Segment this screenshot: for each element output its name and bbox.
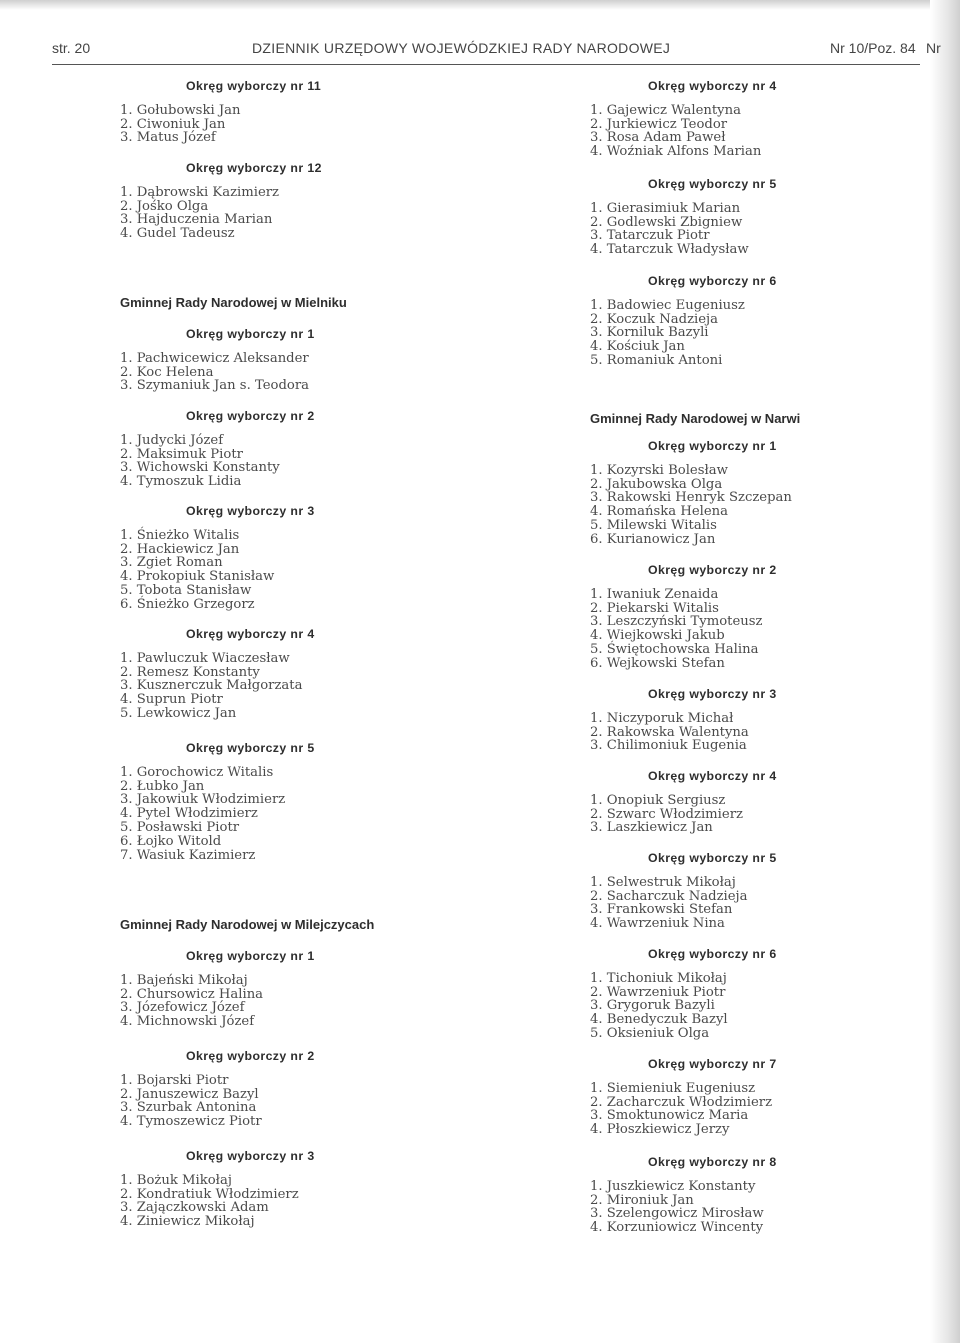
candidate-item: 1. Gołubowski Jan — [120, 102, 241, 118]
district-heading: Okręg wyborczy nr 11 — [186, 79, 322, 93]
candidate-item: 1. Iwaniuk Zenaida — [590, 586, 719, 602]
candidate-item: 3. Jakowiuk Włodzimierz — [120, 792, 286, 808]
district-block — [590, 275, 777, 368]
district-heading: Okręg wyborczy nr 1 — [186, 327, 315, 341]
candidate-item: 4. Woźniak Alfons Marian — [590, 144, 762, 160]
candidate-item: 2. Sacharczuk Nadzieja — [590, 888, 748, 904]
candidate-item: 2. Wawrzeniuk Piotr — [590, 984, 726, 1000]
district-block — [590, 1156, 777, 1235]
candidate-item: 2. Kondratiuk Włodzimierz — [120, 1186, 299, 1202]
council-heading-block — [590, 412, 800, 436]
candidate-item: 4. Pytel Włodzimierz — [120, 806, 258, 822]
scan-edge-top — [0, 0, 960, 10]
council-heading-block — [120, 918, 374, 942]
district-block — [590, 852, 777, 931]
candidate-item: 3. Rakowski Henryk Szczepan — [590, 490, 792, 506]
candidate-item: 3. Grygoruk Bazyli — [590, 998, 715, 1014]
district-block — [120, 950, 315, 1029]
candidate-item: 4. Ziniewicz Mikołaj — [120, 1214, 255, 1230]
scan-edge-right — [930, 0, 960, 1343]
candidate-item: 6. Wejkowski Stefan — [590, 655, 725, 671]
district-block — [590, 688, 777, 753]
district-heading: Okręg wyborczy nr 1 — [186, 949, 315, 963]
district-heading: Okręg wyborczy nr 4 — [648, 769, 777, 783]
candidate-item: 1. Pachwicewicz Aleksander — [120, 350, 309, 366]
candidate-item: 3. Wichowski Konstanty — [120, 460, 280, 476]
district-heading: Okręg wyborczy nr 6 — [648, 947, 777, 961]
candidate-item: 1. Gorochowicz Witalis — [120, 764, 274, 780]
candidate-item: 4. Prokopiuk Stanisław — [120, 569, 275, 585]
candidate-item: 2. Szwarc Włodzimierz — [590, 806, 743, 822]
candidate-item: 2. Łubko Jan — [120, 778, 205, 794]
district-block — [120, 1150, 315, 1229]
candidate-item: 2. Chursowicz Halina — [120, 986, 264, 1002]
candidate-item: 4. Tymoszuk Lidia — [120, 474, 242, 490]
candidate-item: 3. Rosa Adam Paweł — [590, 130, 726, 146]
candidate-item: 3. Hajduczenia Marian — [120, 212, 273, 228]
candidate-item: 3. Zajączkowski Adam — [120, 1200, 269, 1216]
district-heading: Okręg wyborczy nr 5 — [648, 851, 777, 865]
candidate-item: 4. Wiejkowski Jakub — [590, 628, 725, 644]
candidate-item: 3. Frankowski Stefan — [590, 902, 733, 918]
candidate-item: 2. Jakubowska Olga — [590, 476, 723, 492]
district-heading: Okręg wyborczy nr 2 — [648, 563, 777, 577]
candidate-item: 1. Dąbrowski Kazimierz — [120, 184, 280, 200]
council-heading: Gminnej Rady Narodowej w Mielniku — [120, 295, 347, 310]
district-block — [590, 178, 777, 257]
candidate-item: 4. Benedyczuk Bazyl — [590, 1012, 728, 1028]
candidate-item: 3. Zgiet Roman — [120, 555, 223, 571]
district-block — [590, 440, 792, 547]
candidate-item: 4. Wawrzeniuk Nina — [590, 916, 725, 932]
district-block — [590, 770, 777, 835]
candidate-item: 2. Jośko Olga — [120, 198, 209, 214]
district-heading: Okręg wyborczy nr 6 — [648, 274, 777, 288]
council-heading: Gminnej Rady Narodowej w Milejczycach — [120, 917, 375, 932]
candidate-item: 4. Korzuniowicz Wincenty — [590, 1220, 764, 1236]
candidate-item: 4. Kościuk Jan — [590, 339, 685, 355]
candidate-item: 3. Szelengowicz Mirosław — [590, 1206, 764, 1222]
district-block — [120, 80, 321, 145]
candidate-item: 2. Hackiewicz Jan — [120, 541, 240, 557]
district-heading: Okręg wyborczy nr 7 — [648, 1057, 777, 1071]
district-heading: Okręg wyborczy nr 3 — [186, 1149, 315, 1163]
candidate-item: 6. Kurianowicz Jan — [590, 531, 716, 547]
candidate-item: 1. Onopiuk Sergiusz — [590, 792, 726, 808]
candidate-item: 2. Mironiuk Jan — [590, 1192, 694, 1208]
district-block — [590, 564, 777, 671]
candidate-item: 3. Korniluk Bazyli — [590, 325, 709, 341]
district-heading: Okręg wyborczy nr 12 — [186, 161, 322, 175]
candidate-item: 1. Judycki Józef — [120, 432, 224, 448]
district-block — [120, 410, 315, 489]
district-block — [120, 742, 315, 862]
candidate-item: 2. Jurkiewicz Teodor — [590, 116, 728, 132]
candidate-item: 1. Gierasimiuk Marian — [590, 200, 741, 216]
candidate-item: 4. Tatarczuk Władysław — [590, 242, 749, 258]
district-heading: Okręg wyborczy nr 2 — [186, 1049, 315, 1063]
candidate-item: 1. Śnieżko Witalis — [120, 527, 240, 543]
candidate-item: 1. Siemieniuk Eugeniusz — [590, 1080, 756, 1096]
candidate-item: 3. Smoktunowicz Maria — [590, 1108, 749, 1124]
page-header — [52, 40, 950, 60]
district-heading: Okręg wyborczy nr 4 — [186, 627, 315, 641]
candidate-item: 2. Koczuk Nadzieja — [590, 311, 718, 327]
candidate-item: 2. Godlewski Zbigniew — [590, 214, 743, 230]
candidate-item: 2. Koc Helena — [120, 364, 214, 380]
candidate-item: 2. Januszewicz Bazyl — [120, 1086, 259, 1102]
candidate-item: 5. Lewkowicz Jan — [120, 705, 237, 721]
candidate-item: 1. Selwestruk Mikołaj — [590, 874, 736, 890]
candidate-item: 3. Szymaniuk Jan s. Teodora — [120, 378, 310, 394]
candidate-item: 2. Ciwoniuk Jan — [120, 116, 226, 132]
candidate-item: 1. Bożuk Mikołaj — [120, 1172, 232, 1188]
candidate-item: 5. Milewski Witalis — [590, 517, 717, 533]
candidate-item: 4. Romańska Helena — [590, 504, 728, 520]
candidate-item: 4. Suprun Piotr — [120, 692, 223, 708]
page-number: str. 20 — [52, 40, 91, 56]
district-block — [590, 948, 777, 1041]
candidate-item: 1. Tichoniuk Mikołaj — [590, 970, 727, 986]
district-heading: Okręg wyborczy nr 2 — [186, 409, 315, 423]
candidate-item: 5. Świętochowska Halina — [590, 641, 759, 657]
district-heading: Okręg wyborczy nr 5 — [186, 741, 315, 755]
candidate-item: 4. Gudel Tadeusz — [120, 226, 235, 242]
district-heading: Okręg wyborczy nr 3 — [648, 687, 777, 701]
candidate-item: 4. Tymoszewicz Piotr — [120, 1114, 262, 1130]
header-rule — [52, 64, 920, 65]
edge-label: Nr — [926, 40, 941, 56]
candidate-item: 1. Kozyrski Bolesław — [590, 462, 728, 478]
candidate-item: 3. Chilimoniuk Eugenia — [590, 738, 747, 754]
district-block — [590, 80, 777, 159]
journal-title: DZIENNIK URZĘDOWY WOJEWÓDZKIEJ RADY NARODOWEJ — [252, 40, 671, 56]
council-heading-block — [120, 296, 347, 320]
candidate-item: 5. Tobota Stanisław — [120, 582, 252, 598]
candidate-item: 1. Pawluczuk Wiaczesław — [120, 650, 290, 666]
candidate-item: 2. Remesz Konstanty — [120, 664, 260, 680]
district-block — [120, 328, 315, 393]
council-heading: Gminnej Rady Narodowej w Narwi — [590, 411, 801, 426]
candidate-item: 6. Łojko Witold — [120, 833, 222, 849]
candidate-item: 3. Leszczyński Tymoteusz — [590, 614, 763, 630]
candidate-item: 4. Michnowski Józef — [120, 1014, 255, 1030]
district-block — [120, 505, 315, 612]
district-heading: Okręg wyborczy nr 1 — [648, 439, 777, 453]
issue-number: Nr 10/Poz. 84 — [830, 40, 916, 56]
candidate-item: 2. Piekarski Witalis — [590, 600, 719, 616]
candidate-item: 3. Tatarczuk Piotr — [590, 228, 710, 244]
candidate-item: 3. Laszkiewicz Jan — [590, 820, 713, 836]
candidate-item: 1. Juszkiewicz Konstanty — [590, 1178, 756, 1194]
district-heading: Okręg wyborczy nr 8 — [648, 1155, 777, 1169]
district-block — [120, 1050, 315, 1129]
candidate-item: 2. Zacharczuk Włodzimierz — [590, 1094, 773, 1110]
candidate-item: 5. Romaniuk Antoni — [590, 352, 723, 368]
candidate-item: 1. Gajewicz Walentyna — [590, 102, 741, 118]
district-block — [120, 628, 315, 721]
candidate-item: 3. Józefowicz Józef — [120, 1000, 245, 1016]
district-block — [120, 162, 322, 241]
candidate-item: 1. Niczyporuk Michał — [590, 710, 734, 726]
candidate-item: 5. Posławski Piotr — [120, 819, 240, 835]
candidate-item: 1. Bojarski Piotr — [120, 1072, 229, 1088]
district-block — [590, 1058, 777, 1137]
district-heading: Okręg wyborczy nr 5 — [648, 177, 777, 191]
candidate-item: 2. Rakowska Walentyna — [590, 724, 749, 740]
district-heading: Okręg wyborczy nr 4 — [648, 79, 777, 93]
district-heading: Okręg wyborczy nr 3 — [186, 504, 315, 518]
candidate-item: 1. Bajeński Mikołaj — [120, 972, 248, 988]
candidate-item: 3. Kusznerczuk Małgorzata — [120, 678, 303, 694]
candidate-item: 6. Śnieżko Grzegorz — [120, 596, 255, 612]
candidate-item: 3. Szurbak Antonina — [120, 1100, 257, 1116]
candidate-item: 3. Matus Józef — [120, 130, 216, 146]
candidate-item: 1. Badowiec Eugeniusz — [590, 297, 745, 313]
candidate-item: 4. Płoszkiewicz Jerzy — [590, 1122, 730, 1138]
candidate-item: 5. Oksieniuk Olga — [590, 1025, 710, 1041]
candidate-item: 7. Wasiuk Kazimierz — [120, 847, 256, 863]
candidate-item: 2. Maksimuk Piotr — [120, 446, 243, 462]
